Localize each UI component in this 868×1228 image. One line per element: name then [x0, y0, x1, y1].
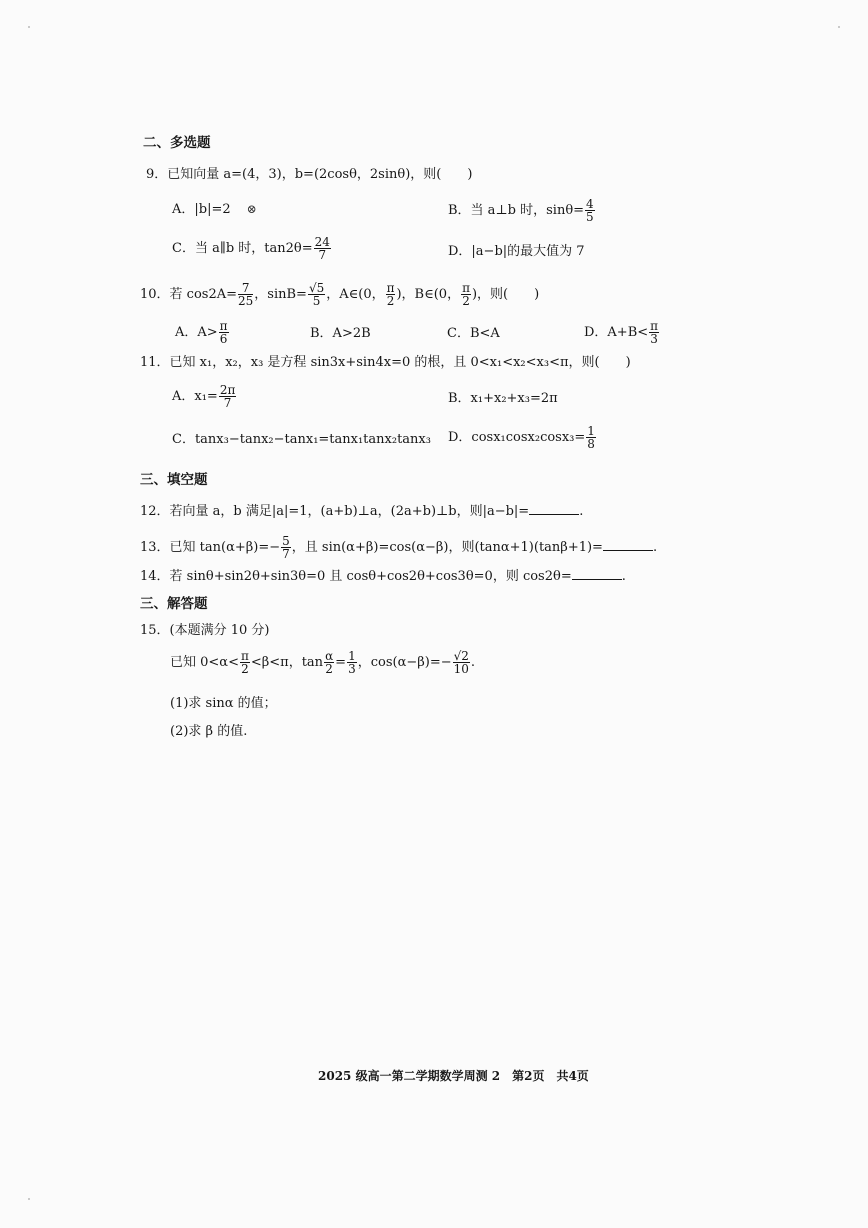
q15-header: 15．(本题满分 10 分) — [140, 623, 270, 638]
q9-option-d: D．|a−b|的最大值为 7 — [448, 244, 585, 259]
section-fill-blank: 三、填空题 — [140, 472, 208, 488]
q10-option-d-fraction: $\frac{\pi}{3}$ — [650, 319, 659, 346]
q11-stem: 11．已知 x₁，x₂，x₃ 是方程 sin3x+sin4x=0 的根，且 0<x₁<x₂<x₃<π，则( ) — [140, 355, 631, 370]
scan-speck — [28, 1198, 30, 1200]
q14-answer-blank[interactable] — [572, 567, 622, 580]
q13-fraction: $\frac{5}{7}$ — [282, 534, 290, 561]
q11-option-d: D．cosx₁cosx₂cosx₃= $\frac{1}{8}$ — [448, 424, 595, 451]
section-multi-choice: 二、多选题 — [143, 135, 211, 151]
q15-frac-pi-half: $\frac{\pi}{2}$ — [240, 649, 249, 676]
q9-stem: 9．已知向量 a=(4，3)，b=(2cosθ，2sinθ)，则( ) — [146, 167, 473, 182]
q15-part-2: (2)求 β 的值. — [170, 724, 248, 739]
q12: 12．若向量 a，b 满足|a|=1，(a+b)⊥a，(2a+b)⊥b，则|a−b|= . — [140, 504, 584, 519]
q11-option-a-fraction: $\frac{2\pi}{7}$ — [219, 383, 236, 410]
q13-answer-blank[interactable] — [603, 538, 653, 551]
page-footer: 2025 级高一第二学期数学周测 2 第2页 共4页 — [318, 1069, 589, 1083]
q12-answer-blank[interactable] — [529, 502, 579, 515]
q9-option-c-fraction: $\frac{24}{7}$ — [314, 235, 330, 262]
q11-option-c: C．tanx₃−tanx₂−tanx₁=tanx₁tanx₂tanx₃ — [172, 432, 431, 447]
q9-option-b-text: B．当 a⊥b 时，sinθ= — [448, 203, 585, 218]
q10-option-d: D．A+B< $\frac{\pi}{3}$ — [584, 319, 659, 346]
scan-speck — [28, 26, 30, 28]
q13: 13．已知 tan(α+β)=− $\frac{5}{7}$ ，且 sin(α+β)=cos(α−β)，则(tanα+1)(tanβ+1)= . — [140, 534, 658, 561]
q15-frac-sqrt2: $\frac{√2}{10}$ — [453, 649, 469, 676]
q10-frac-sin: $\frac{√5}{5}$ — [308, 281, 325, 308]
q9-option-a — [172, 200, 257, 219]
scan-speck — [838, 26, 840, 28]
q10-frac-cos: $\frac{7}{25}$ — [238, 281, 254, 308]
q11-option-b: B．x₁+x₂+x₃=2π — [448, 391, 558, 406]
handwritten-mark: ⊗ — [246, 202, 257, 216]
q9-option-a-text: A．|b|=2 — [172, 202, 231, 217]
q10-stem: 10．若 cos2A= $\frac{7}{25}$ ，sinB= $\frac{√5}{5}$ ，A∈(0， $\frac{\pi}{2}$ )，B∈(0， $\frac{\pi}{2}$ )，则( ) — [140, 281, 540, 308]
section-answer: 三、解答题 — [140, 596, 208, 612]
q10-option-a-fraction: $\frac{\pi}{6}$ — [219, 319, 228, 346]
q9-option-b — [448, 198, 596, 223]
q10-frac-b-range: $\frac{\pi}{2}$ — [462, 281, 470, 308]
q9-option-c — [172, 236, 332, 261]
q15-frac-alpha-half: $\frac{\alpha}{2}$ — [325, 649, 334, 676]
q14: 14．若 sinθ+sin2θ+sin3θ=0 且 cosθ+cos2θ+cos3θ=0，则 cos2θ= . — [140, 569, 626, 584]
q10-frac-a-range: $\frac{\pi}{2}$ — [386, 281, 395, 308]
q10-option-c: C．B<A — [447, 326, 500, 341]
q15-given: 已知 0<α< $\frac{\pi}{2}$ <β<π，tan $\frac{\alpha}{2}$ = $\frac{1}{3}$ ，cos(α−β)=− $\frac{√2}{10}$ . — [170, 649, 476, 676]
q15-frac-one-third: $\frac{1}{3}$ — [348, 649, 356, 676]
q9-option-b-fraction: $\frac{4}{5}$ — [586, 197, 594, 224]
q11-option-a: A．x₁= $\frac{2\pi}{7}$ — [172, 383, 236, 410]
q15-part-1: (1)求 sinα 的值； — [170, 696, 277, 711]
q9-option-c-text: C．当 a∥b 时，tan2θ= — [172, 241, 313, 256]
q10-option-a: A．A> $\frac{\pi}{6}$ — [175, 319, 228, 346]
q11-option-d-fraction: $\frac{1}{8}$ — [587, 424, 595, 451]
q10-option-b: B．A>2B — [310, 326, 371, 341]
